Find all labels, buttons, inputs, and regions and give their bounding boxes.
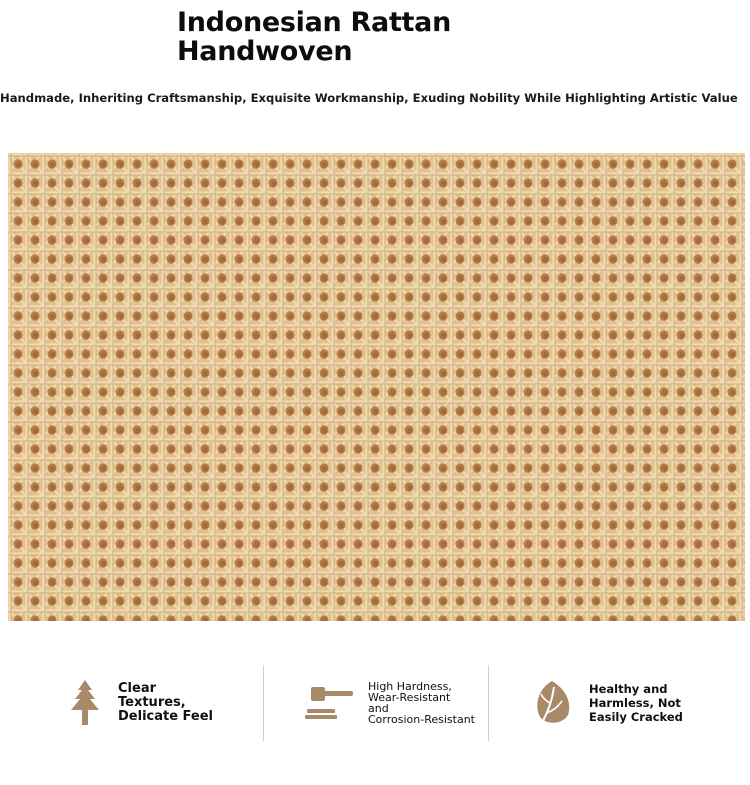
feature-line: Wear-Resistant bbox=[368, 691, 451, 704]
title-line-2: Handwoven bbox=[177, 36, 353, 67]
feature-divider bbox=[263, 665, 264, 741]
feature-line: Textures, bbox=[118, 695, 186, 710]
feature-line: and bbox=[368, 702, 389, 715]
title-line-1: Indonesian Rattan bbox=[177, 7, 452, 38]
feature-strip bbox=[40, 665, 730, 741]
feature-high-hardness bbox=[305, 665, 475, 741]
feature-line: Delicate Feel bbox=[118, 709, 213, 724]
feature-line: Healthy and bbox=[589, 682, 668, 696]
feature-divider bbox=[488, 665, 489, 741]
pine-tree-icon bbox=[67, 680, 103, 726]
feature-text bbox=[118, 682, 213, 724]
feature-line: High Hardness, bbox=[368, 680, 452, 693]
rattan-weave-image bbox=[8, 153, 745, 621]
feature-line: Clear bbox=[118, 681, 156, 696]
feature-healthy bbox=[532, 665, 683, 741]
feature-text bbox=[589, 682, 683, 724]
feature-clear-textures bbox=[67, 665, 213, 741]
feature-line: Easily Cracked bbox=[589, 710, 683, 724]
subtitle: Handmade, Inheriting Craftsmanship, Exquisite Workmanship, Exuding Nobility While Highlighting Artistic Value bbox=[0, 91, 738, 105]
page-title bbox=[177, 8, 451, 66]
leaf-icon bbox=[532, 679, 572, 727]
feature-line: Harmless, Not bbox=[589, 696, 681, 710]
feature-line: Corrosion-Resistant bbox=[368, 713, 475, 726]
feature-text bbox=[368, 681, 475, 725]
rattan-weave-pattern bbox=[8, 153, 745, 621]
gavel-hammer-icon bbox=[305, 685, 355, 721]
